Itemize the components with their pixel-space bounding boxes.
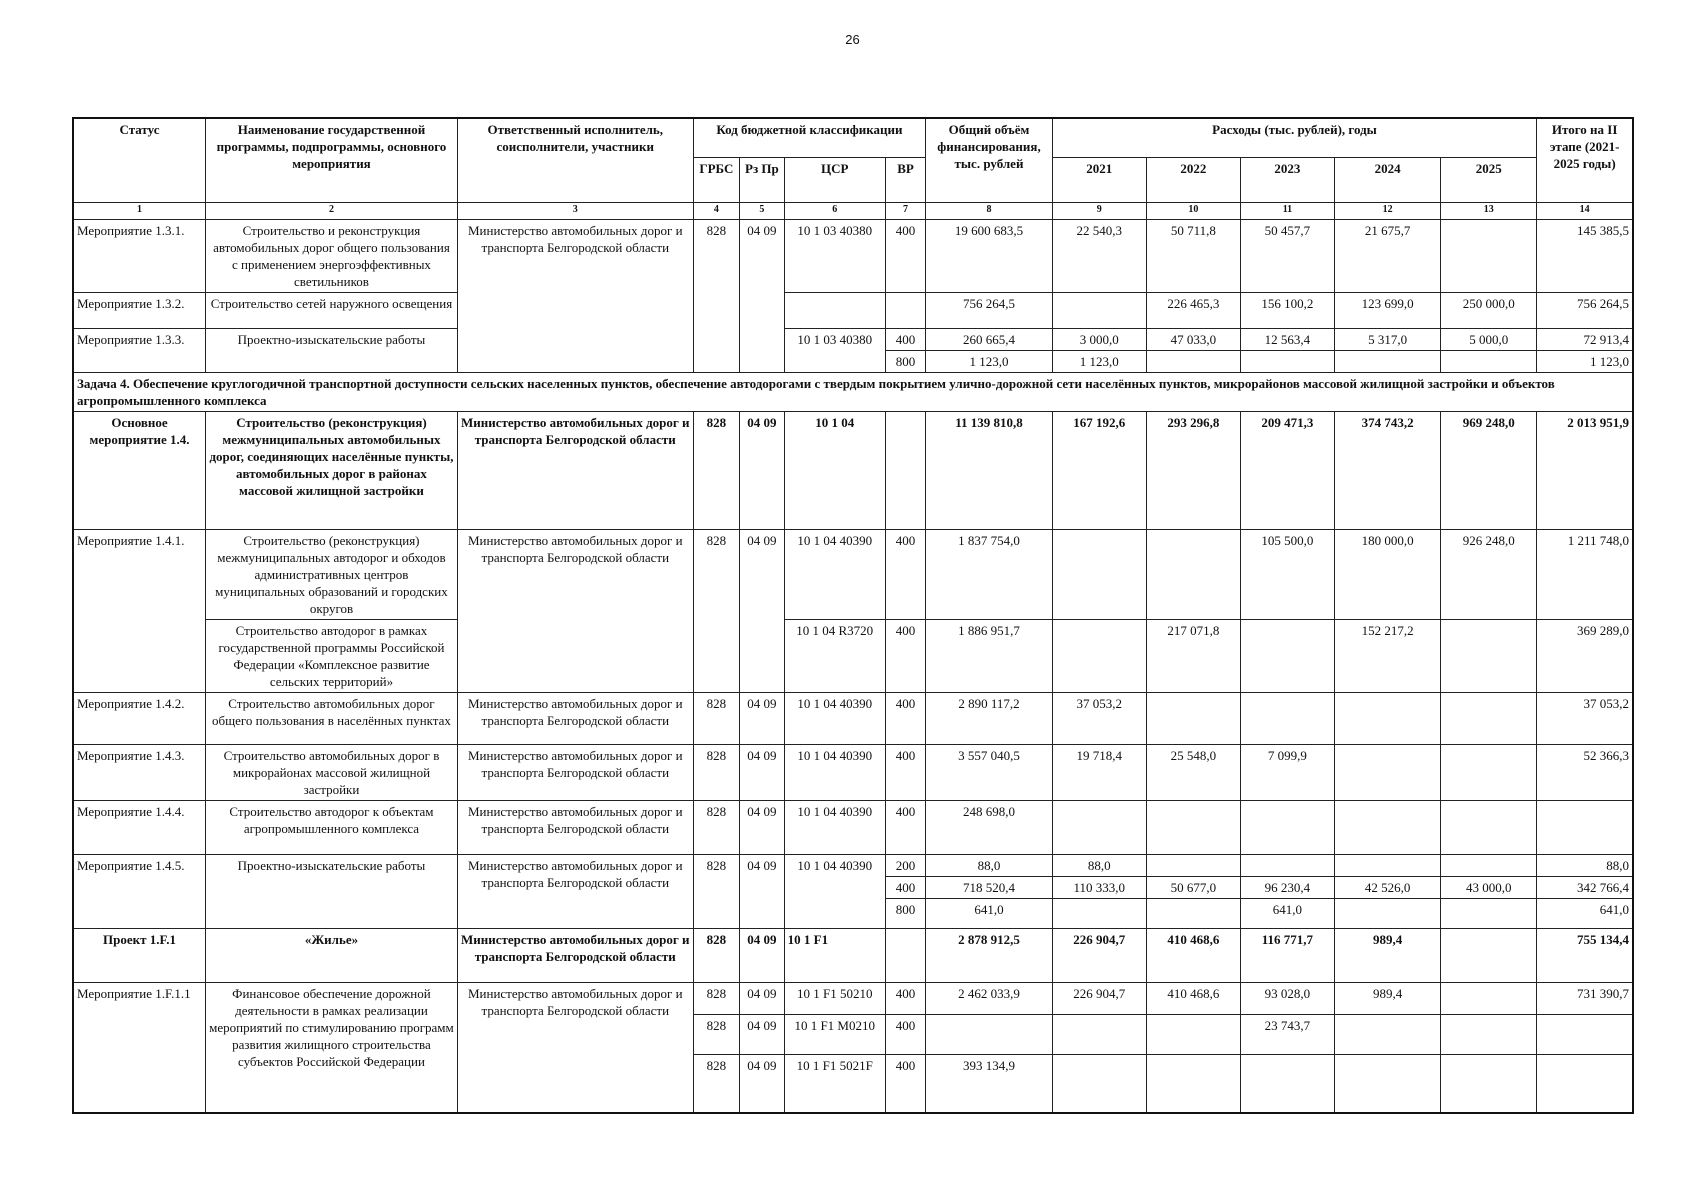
row-vr: 800 [885, 351, 925, 373]
row-csr: 10 1 04 40390 [784, 855, 885, 929]
row-executor: Министерство автомобильных дорог и транспорта Белгородской области [457, 801, 693, 855]
row-vr [885, 293, 925, 329]
header-csr: ЦСР [784, 158, 885, 203]
row-2024: 42 526,0 [1334, 877, 1440, 899]
col-num: 5 [740, 203, 785, 220]
row-2023: 209 471,3 [1240, 412, 1334, 530]
row-2021: 37 053,2 [1052, 693, 1146, 745]
header-budget-code: Код бюджетной классификации [693, 118, 926, 158]
row-vr: 400 [885, 745, 925, 801]
row-2023: 93 028,0 [1240, 983, 1334, 1015]
row-2025 [1441, 801, 1537, 855]
row-sum: 72 913,4 [1537, 329, 1633, 351]
row-2021: 110 333,0 [1052, 877, 1146, 899]
row-2023: 116 771,7 [1240, 929, 1334, 983]
col-num: 3 [457, 203, 693, 220]
row-2021 [1052, 1015, 1146, 1055]
row-name: Строительство сетей наружного освещения [206, 293, 458, 329]
col-num: 12 [1334, 203, 1440, 220]
row-rz: 04 09 [740, 1055, 785, 1113]
row-2024 [1334, 745, 1440, 801]
row-status: Мероприятие 1.3.2. [73, 293, 206, 329]
row-2025 [1441, 899, 1537, 929]
col-num: 8 [926, 203, 1052, 220]
row-csr: 10 1 F1 M0210 [784, 1015, 885, 1055]
row-rz: 04 09 [740, 929, 785, 983]
row-vr: 800 [885, 899, 925, 929]
row-2022: 410 468,6 [1146, 983, 1240, 1015]
col-num: 13 [1441, 203, 1537, 220]
row-2021: 3 000,0 [1052, 329, 1146, 351]
row-2024 [1334, 1015, 1440, 1055]
task-4-heading: Задача 4. Обеспечение круглогодичной транспортной доступности сельских населенных пунктов, обеспечение автодорогами с твердым покрытием улично-дорожной сети населённых пунктов, микрорайонов массовой жилищной застройки и объектов агропромышленного комплекса [73, 373, 1633, 412]
row-2024 [1334, 899, 1440, 929]
row-total: 1 123,0 [926, 351, 1052, 373]
row-2024 [1334, 855, 1440, 877]
row-vr: 400 [885, 1055, 925, 1113]
col-num: 6 [784, 203, 885, 220]
col-num: 14 [1537, 203, 1633, 220]
header-vr: ВР [885, 158, 925, 203]
row-total: 19 600 683,5 [926, 220, 1052, 293]
row-2022: 293 296,8 [1146, 412, 1240, 530]
row-2025 [1441, 351, 1537, 373]
row-grbs: 828 [693, 929, 740, 983]
row-2022 [1146, 855, 1240, 877]
row-2021 [1052, 620, 1146, 693]
row-total: 3 557 040,5 [926, 745, 1052, 801]
row-name: Строительство автодорог к объектам агропромышленного комплекса [206, 801, 458, 855]
row-2022 [1146, 351, 1240, 373]
row-status: Мероприятие 1.4.1. [73, 530, 206, 620]
row-sum: 369 289,0 [1537, 620, 1633, 693]
header-grbs: ГРБС [693, 158, 740, 203]
header-year-2021: 2021 [1052, 158, 1146, 203]
header-rz: Рз Пр [740, 158, 785, 203]
row-2024 [1334, 693, 1440, 745]
row-name: Финансовое обеспечение дорожной деятельности в рамках реализации мероприятий по стимулированию программ развития жилищного строительства субъектов Российской Федерации [206, 983, 458, 1113]
row-executor: Министерство автомобильных дорог и транспорта Белгородской области [457, 412, 693, 530]
row-grbs: 828 [693, 745, 740, 801]
row-2025 [1441, 620, 1537, 693]
col-num: 1 [73, 203, 206, 220]
row-csr: 10 1 F1 [784, 929, 885, 983]
row-2023 [1240, 351, 1334, 373]
row-total: 2 462 033,9 [926, 983, 1052, 1015]
row-2022: 217 071,8 [1146, 620, 1240, 693]
table-row [73, 620, 1633, 693]
row-2023: 156 100,2 [1240, 293, 1334, 329]
row-2024 [1334, 351, 1440, 373]
row-2024: 5 317,0 [1334, 329, 1440, 351]
row-sum: 52 366,3 [1537, 745, 1633, 801]
row-2024 [1334, 801, 1440, 855]
row-rz: 04 09 [740, 983, 785, 1015]
table-row [73, 412, 1633, 530]
row-executor: Министерство автомобильных дорог и транспорта Белгородской области [457, 929, 693, 983]
table-row [73, 693, 1633, 745]
row-total: 393 134,9 [926, 1055, 1052, 1113]
row-2024 [1334, 1055, 1440, 1113]
task-row [73, 373, 1633, 412]
row-total: 2 878 912,5 [926, 929, 1052, 983]
row-vr: 400 [885, 877, 925, 899]
row-sum: 37 053,2 [1537, 693, 1633, 745]
row-2025 [1441, 1055, 1537, 1113]
row-status: Мероприятие 1.3.1. [73, 220, 206, 293]
row-2023: 23 743,7 [1240, 1015, 1334, 1055]
row-grbs: 828 [693, 693, 740, 745]
row-total: 88,0 [926, 855, 1052, 877]
row-vr: 400 [885, 220, 925, 293]
row-total: 248 698,0 [926, 801, 1052, 855]
row-2024: 180 000,0 [1334, 530, 1440, 620]
row-rz: 04 09 [740, 530, 785, 693]
row-2023: 12 563,4 [1240, 329, 1334, 351]
row-vr: 400 [885, 329, 925, 351]
row-2024: 989,4 [1334, 929, 1440, 983]
header-year-2024: 2024 [1334, 158, 1440, 203]
row-total: 11 139 810,8 [926, 412, 1052, 530]
row-rz: 04 09 [740, 220, 785, 373]
row-sum [1537, 1015, 1633, 1055]
row-2022 [1146, 693, 1240, 745]
table-row [73, 801, 1633, 855]
row-sum: 342 766,4 [1537, 877, 1633, 899]
header-stage-total: Итого на II этапе (2021-2025 годы) [1537, 118, 1633, 203]
row-2023 [1240, 620, 1334, 693]
row-name: Строительство (реконструкция) межмуниципальных автомобильных дорог, соединяющих населённые пункты, автомобильных дорог в районах массовой жилищной застройки [206, 412, 458, 530]
row-2021: 226 904,7 [1052, 929, 1146, 983]
row-2024: 374 743,2 [1334, 412, 1440, 530]
table-row [73, 983, 1633, 1015]
row-total: 641,0 [926, 899, 1052, 929]
row-2025 [1441, 1015, 1537, 1055]
row-status: Проект 1.F.1 [73, 929, 206, 983]
row-vr [885, 412, 925, 530]
table-row [73, 745, 1633, 801]
row-rz: 04 09 [740, 745, 785, 801]
row-status: Мероприятие 1.4.5. [73, 855, 206, 929]
row-2024: 123 699,0 [1334, 293, 1440, 329]
table-row [73, 329, 1633, 351]
row-executor: Министерство автомобильных дорог и транспорта Белгородской области [457, 693, 693, 745]
col-num: 11 [1240, 203, 1334, 220]
row-status: Мероприятие 1.4.4. [73, 801, 206, 855]
page-number: 26 [845, 32, 860, 47]
row-csr: 10 1 04 [784, 412, 885, 530]
table-row [73, 220, 1633, 293]
row-2024: 989,4 [1334, 983, 1440, 1015]
row-2025: 43 000,0 [1441, 877, 1537, 899]
row-grbs: 828 [693, 220, 740, 373]
row-2022: 410 468,6 [1146, 929, 1240, 983]
row-2025 [1441, 745, 1537, 801]
row-2021 [1052, 899, 1146, 929]
row-rz: 04 09 [740, 855, 785, 929]
row-vr: 400 [885, 693, 925, 745]
budget-table-wrapper [72, 117, 1634, 1114]
row-csr: 10 1 03 40380 [784, 329, 885, 373]
row-2021: 88,0 [1052, 855, 1146, 877]
row-2022: 226 465,3 [1146, 293, 1240, 329]
row-grbs: 828 [693, 983, 740, 1015]
row-2025 [1441, 693, 1537, 745]
col-num: 10 [1146, 203, 1240, 220]
row-grbs: 828 [693, 801, 740, 855]
row-sum: 1 123,0 [1537, 351, 1633, 373]
row-2022 [1146, 530, 1240, 620]
row-2025: 5 000,0 [1441, 329, 1537, 351]
row-2025 [1441, 983, 1537, 1015]
row-total: 260 665,4 [926, 329, 1052, 351]
row-executor: Министерство автомобильных дорог и транспорта Белгородской области [457, 983, 693, 1113]
row-rz: 04 09 [740, 412, 785, 530]
row-total: 756 264,5 [926, 293, 1052, 329]
header-year-2022: 2022 [1146, 158, 1240, 203]
header-year-2023: 2023 [1240, 158, 1334, 203]
row-2023 [1240, 855, 1334, 877]
row-sum [1537, 801, 1633, 855]
row-csr: 10 1 03 40380 [784, 220, 885, 293]
col-num: 4 [693, 203, 740, 220]
row-2023 [1240, 1055, 1334, 1113]
row-sum: 1 211 748,0 [1537, 530, 1633, 620]
header-name: Наименование государственной программы, подпрограммы, основного мероприятия [206, 118, 458, 203]
row-2022: 50 711,8 [1146, 220, 1240, 293]
row-2023: 105 500,0 [1240, 530, 1334, 620]
row-2022 [1146, 1055, 1240, 1113]
row-vr: 400 [885, 1015, 925, 1055]
header-executor: Ответственный исполнитель, соисполнители, участники [457, 118, 693, 203]
row-executor: Министерство автомобильных дорог и транспорта Белгородской области [457, 220, 693, 373]
row-status: Мероприятие 1.F.1.1 [73, 983, 206, 1113]
row-status: Основное мероприятие 1.4. [73, 412, 206, 530]
row-2021 [1052, 293, 1146, 329]
row-status [73, 620, 206, 693]
row-name: «Жилье» [206, 929, 458, 983]
row-sum [1537, 1055, 1633, 1113]
row-name: Строительство автодорог в рамках государственной программы Российской Федерации «Комплексное развитие сельских территорий» [206, 620, 458, 693]
row-2025 [1441, 929, 1537, 983]
row-csr [784, 293, 885, 329]
row-vr: 400 [885, 620, 925, 693]
header-expenses: Расходы (тыс. рублей), годы [1052, 118, 1537, 158]
row-total: 1 886 951,7 [926, 620, 1052, 693]
table-row [73, 293, 1633, 329]
row-grbs: 828 [693, 1015, 740, 1055]
row-2022: 47 033,0 [1146, 329, 1240, 351]
row-vr: 400 [885, 983, 925, 1015]
row-2021: 226 904,7 [1052, 983, 1146, 1015]
row-rz: 04 09 [740, 1015, 785, 1055]
table-row [73, 530, 1633, 620]
row-2024: 152 217,2 [1334, 620, 1440, 693]
row-2023: 641,0 [1240, 899, 1334, 929]
row-2022: 50 677,0 [1146, 877, 1240, 899]
row-csr: 10 1 04 40390 [784, 801, 885, 855]
col-num: 2 [206, 203, 458, 220]
row-csr: 10 1 04 40390 [784, 530, 885, 620]
row-2022 [1146, 1015, 1240, 1055]
row-rz: 04 09 [740, 801, 785, 855]
row-2021: 1 123,0 [1052, 351, 1146, 373]
row-name: Строительство и реконструкция автомобильных дорог общего пользования с применением энергоэффективных светильников [206, 220, 458, 293]
row-2023 [1240, 693, 1334, 745]
col-num: 7 [885, 203, 925, 220]
row-sum: 731 390,7 [1537, 983, 1633, 1015]
row-2021 [1052, 1055, 1146, 1113]
row-total: 2 890 117,2 [926, 693, 1052, 745]
row-2021 [1052, 801, 1146, 855]
row-status: Мероприятие 1.4.2. [73, 693, 206, 745]
header-year-2025: 2025 [1441, 158, 1537, 203]
row-2025 [1441, 855, 1537, 877]
row-vr: 400 [885, 801, 925, 855]
row-total: 718 520,4 [926, 877, 1052, 899]
header-total: Общий объём финансирования, тыс. рублей [926, 118, 1052, 203]
row-name: Проектно-изыскательские работы [206, 329, 458, 373]
row-csr: 10 1 04 40390 [784, 693, 885, 745]
row-vr: 400 [885, 530, 925, 620]
row-2022 [1146, 899, 1240, 929]
row-sum: 756 264,5 [1537, 293, 1633, 329]
row-2025: 250 000,0 [1441, 293, 1537, 329]
row-sum: 755 134,4 [1537, 929, 1633, 983]
row-grbs: 828 [693, 855, 740, 929]
row-2025: 969 248,0 [1441, 412, 1537, 530]
row-executor: Министерство автомобильных дорог и транспорта Белгородской области [457, 530, 693, 693]
row-sum: 145 385,5 [1537, 220, 1633, 293]
row-rz: 04 09 [740, 693, 785, 745]
row-name: Строительство автомобильных дорог в микрорайонах массовой жилищной застройки [206, 745, 458, 801]
row-2021: 167 192,6 [1052, 412, 1146, 530]
row-2022 [1146, 801, 1240, 855]
row-2025 [1441, 220, 1537, 293]
row-grbs: 828 [693, 530, 740, 693]
row-status: Мероприятие 1.3.3. [73, 329, 206, 373]
row-name: Проектно-изыскательские работы [206, 855, 458, 929]
row-2023: 7 099,9 [1240, 745, 1334, 801]
header-status: Статус [73, 118, 206, 203]
row-name: Строительство автомобильных дорог общего пользования в населённых пунктах [206, 693, 458, 745]
row-csr: 10 1 04 40390 [784, 745, 885, 801]
row-2021: 22 540,3 [1052, 220, 1146, 293]
row-total [926, 1015, 1052, 1055]
row-csr: 10 1 04 R3720 [784, 620, 885, 693]
row-2022: 25 548,0 [1146, 745, 1240, 801]
row-sum: 88,0 [1537, 855, 1633, 877]
table-header [73, 118, 1633, 220]
column-numbers-row [73, 203, 1633, 220]
row-executor: Министерство автомобильных дорог и транспорта Белгородской области [457, 745, 693, 801]
row-grbs: 828 [693, 1055, 740, 1113]
col-num: 9 [1052, 203, 1146, 220]
row-2025: 926 248,0 [1441, 530, 1537, 620]
row-vr [885, 929, 925, 983]
row-csr: 10 1 F1 5021F [784, 1055, 885, 1113]
row-2023: 50 457,7 [1240, 220, 1334, 293]
table-row [73, 855, 1633, 877]
row-sum: 641,0 [1537, 899, 1633, 929]
row-2021 [1052, 530, 1146, 620]
row-status: Мероприятие 1.4.3. [73, 745, 206, 801]
row-csr: 10 1 F1 50210 [784, 983, 885, 1015]
budget-table [72, 117, 1634, 1114]
row-executor: Министерство автомобильных дорог и транспорта Белгородской области [457, 855, 693, 929]
row-2023: 96 230,4 [1240, 877, 1334, 899]
row-2024: 21 675,7 [1334, 220, 1440, 293]
row-vr: 200 [885, 855, 925, 877]
table-row [73, 929, 1633, 983]
row-grbs: 828 [693, 412, 740, 530]
row-2023 [1240, 801, 1334, 855]
row-name: Строительство (реконструкция) межмуниципальных автодорог и обходов административных центров муниципальных образований и городских округов [206, 530, 458, 620]
row-total: 1 837 754,0 [926, 530, 1052, 620]
row-2021: 19 718,4 [1052, 745, 1146, 801]
row-sum: 2 013 951,9 [1537, 412, 1633, 530]
